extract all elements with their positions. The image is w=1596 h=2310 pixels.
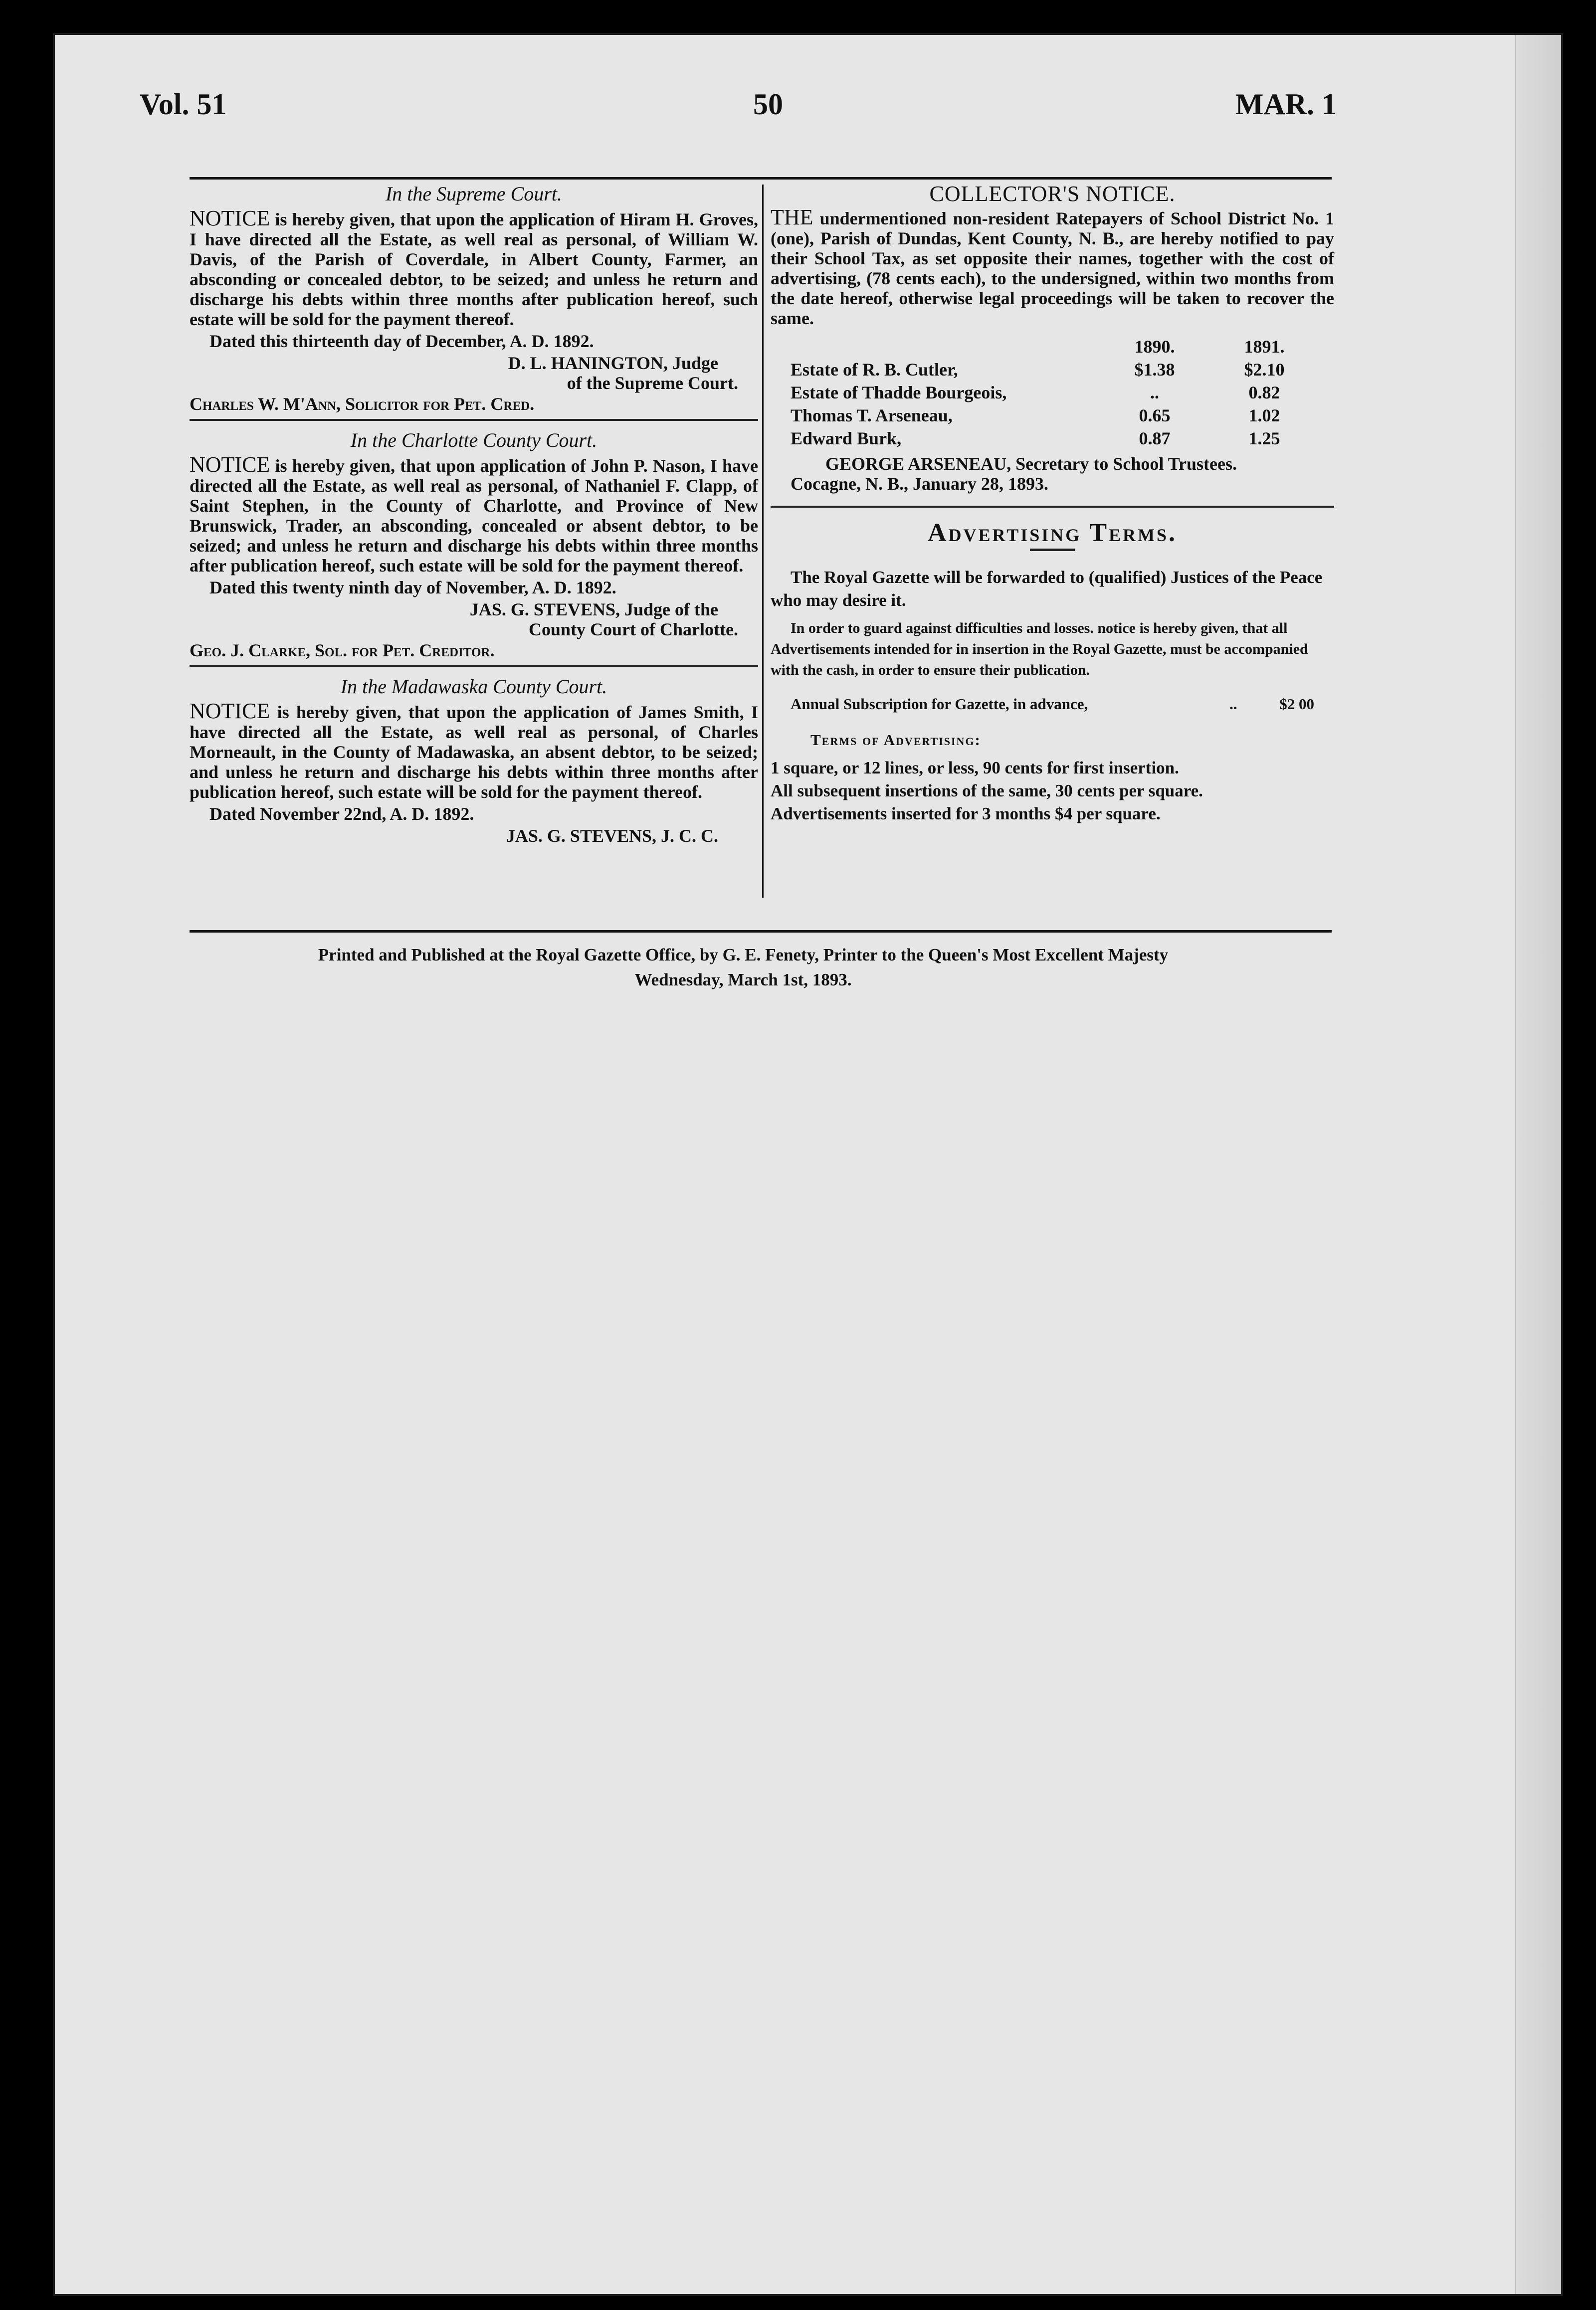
tax-1891: 0.82	[1248, 383, 1280, 402]
column-divider	[762, 185, 764, 898]
judge-signature: JAS. G. STEVENS, J. C. C.	[506, 826, 718, 846]
solicitor-line: Geo. J. Clarke, Sol. for Pet. Creditor.	[190, 640, 495, 660]
notice-body: undermentioned non-resident Ratepayers of School District No. 1 (one), Parish of Dundas, Kent County, N. B., are hereby notified to pay their School Tax, as set opposite their names, together with the cost of advertising, (78 cents each), to the undersigned, within two months from the date hereof, otherwise legal proceedings will be taken to recover the same.	[771, 208, 1335, 328]
advertising-para-1: The Royal Gazette will be forwarded to (qualified) Justices of the Peace who may desire it.	[771, 568, 1323, 610]
subscription-line	[791, 694, 1334, 715]
table-row	[791, 404, 1319, 427]
page-number: 50	[753, 88, 783, 121]
table-row	[791, 381, 1319, 404]
name-column-header	[791, 335, 1100, 358]
advertising-para-2: In order to guard against difficulties and losses. notice is hereby given, that all Advertisements intended for in insertion in the Royal Gazette, must be accompanied with the cash, in order to ensure their publication.	[771, 620, 1308, 678]
notice-body: is hereby given, that upon application of John P. Nason, I have directed all the Estate, as well real as personal, of Nathaniel F. Clapp, of Saint Stephen, in the County of Charlotte, and Province of New Brunswick, Trader, an absconding, concealed or absent debtor, to be seized; and unless he return and discharge his debts within three months after publication hereof, such estate will be sold for the payment thereof.	[190, 456, 758, 576]
notice-lead: THE	[771, 205, 813, 229]
table-row	[791, 427, 1319, 450]
page-edge	[1515, 35, 1561, 2294]
ratepayer-name: Edward Burk,	[791, 428, 902, 448]
publication-date: Wednesday, March 1st, 1893.	[634, 970, 852, 989]
notice-lead: NOTICE	[190, 206, 270, 230]
left-column	[190, 184, 758, 846]
notice-text	[190, 701, 758, 802]
judge-signature: D. L. HANINGTON, Judge	[508, 353, 718, 373]
issue-date: MAR. 1	[1235, 88, 1337, 121]
dated-line: Dated this thirteenth day of December, A. D. 1892.	[209, 331, 594, 351]
terms-header: Terms of Advertising:	[810, 731, 981, 749]
tax-1891: 1.02	[1248, 405, 1280, 425]
column-header-1891: 1891.	[1244, 337, 1285, 357]
solicitor-line: Charles W. M'Ann, Solicitor for Pet. Cred.	[190, 394, 535, 414]
dated-line: Dated November 22nd, A. D. 1892.	[209, 804, 474, 824]
court-heading: In the Madawaska County Court.	[340, 675, 607, 698]
notice-supreme-court	[190, 184, 758, 414]
page-footer	[190, 943, 1297, 992]
footer-rule	[190, 930, 1332, 933]
place-date: Cocagne, N. B., January 28, 1893.	[791, 474, 1049, 494]
advertising-terms	[771, 519, 1334, 825]
notice-body: is hereby given, that upon the application of Hiram H. Groves, I have directed all the Estate, as well real as personal, of William W. Davis, of the Parish of Coverdale, in Albert County, Farmer, an absconding or concealed debtor, to be seized; and unless he return and discharge his debts within three months after publication hereof, such estate will be sold for the payment thereof.	[190, 209, 758, 329]
ratepayers-table	[791, 335, 1319, 450]
notice-body: is hereby given, that upon the application of James Smith, I have directed all the Estate, as well real as personal, of Charles Morneault, in the County of Madawaska, an absent debtor, to be seized; and unless he return and discharge his debts within three months after publication hereof, such estate will be sold for the payment thereof.	[190, 702, 758, 802]
collectors-notice	[771, 184, 1334, 494]
tax-1890: 0.87	[1139, 428, 1171, 448]
term-item: 1 square, or 12 lines, or less, 90 cents for first insertion.	[771, 758, 1179, 777]
subscription-amount: $2 00	[1279, 695, 1314, 713]
advertising-title: Advertising Terms.	[927, 519, 1178, 547]
collectors-notice-text	[771, 207, 1334, 328]
header-rule	[190, 177, 1332, 180]
term-item: All subsequent insertions of the same, 30 cents per square.	[771, 781, 1203, 800]
subscription-dots: ..	[1229, 695, 1237, 713]
tax-1891: 1.25	[1248, 428, 1280, 448]
dated-line: Dated this twenty ninth day of November, A. D. 1892.	[209, 578, 616, 597]
tax-1890: 0.65	[1139, 405, 1171, 425]
judge-title: of the Supreme Court.	[567, 373, 738, 393]
right-column	[771, 184, 1334, 825]
section-divider	[771, 506, 1334, 508]
judge-title: County Court of Charlotte.	[529, 619, 738, 639]
subscription-label: Annual Subscription for Gazette, in advance,	[791, 695, 1088, 713]
secretary-signature: GEORGE ARSENEAU, Secretary to School Trustees.	[825, 454, 1237, 474]
notice-charlotte-court	[190, 430, 758, 660]
notice-text	[190, 452, 758, 576]
section-divider	[190, 665, 758, 667]
page-header	[140, 87, 1337, 142]
term-item: Advertisements inserted for 3 months $4 per square.	[771, 804, 1161, 823]
tax-1891: $2.10	[1244, 360, 1285, 380]
ratepayer-name: Estate of Thadde Bourgeois,	[791, 383, 1007, 402]
volume-label: Vol. 51	[140, 88, 227, 121]
column-header-1890: 1890.	[1134, 337, 1175, 357]
notice-madawaska-court	[190, 676, 758, 846]
table-header-row	[791, 335, 1319, 358]
section-divider	[190, 419, 758, 421]
judge-signature: JAS. G. STEVENS, Judge of the	[469, 599, 718, 619]
collectors-notice-title: COLLECTOR'S NOTICE.	[929, 182, 1176, 206]
notice-text	[190, 208, 758, 329]
ratepayer-name: Estate of R. B. Cutler,	[791, 360, 958, 380]
notice-lead: NOTICE	[190, 452, 270, 477]
ratepayer-name: Thomas T. Arseneau,	[791, 405, 953, 425]
title-underline	[1030, 549, 1075, 551]
table-row	[791, 358, 1319, 381]
tax-1890: $1.38	[1134, 360, 1175, 380]
tax-1890: ..	[1150, 383, 1159, 402]
court-heading: In the Supreme Court.	[385, 183, 563, 205]
printer-line: Printed and Published at the Royal Gazette Office, by G. E. Fenety, Printer to the Queen's Most Excellent Majesty	[318, 945, 1169, 964]
court-heading: In the Charlotte County Court.	[350, 429, 598, 451]
notice-lead: NOTICE	[190, 699, 270, 723]
